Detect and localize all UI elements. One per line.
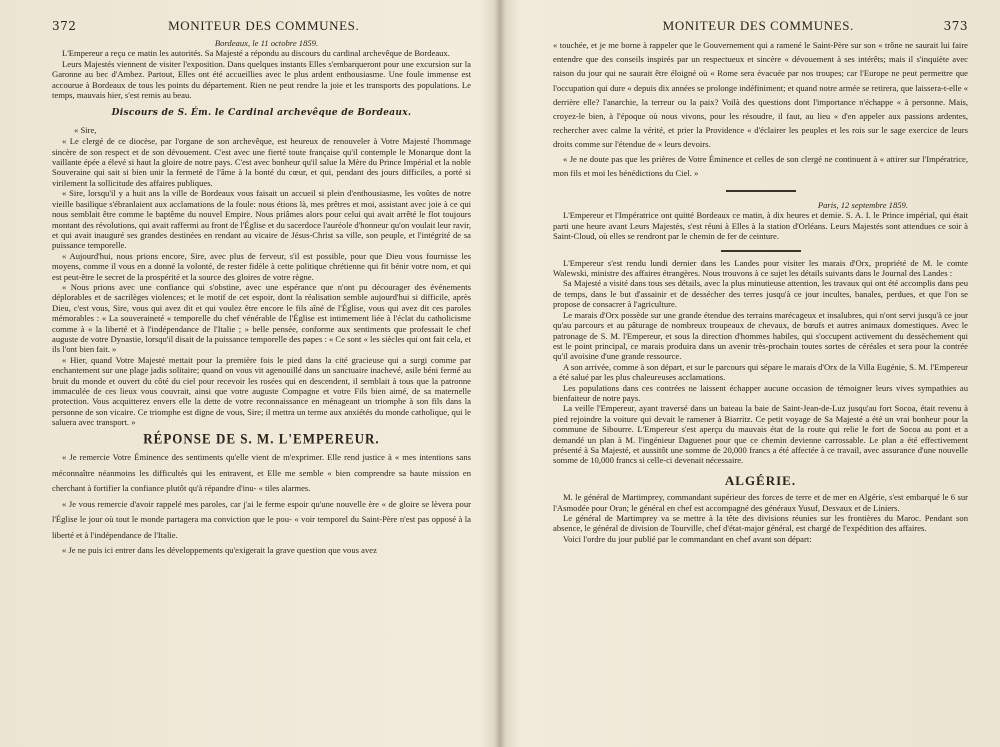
section-heading: RÉPONSE DE S. M. L'EMPEREUR. <box>143 429 380 447</box>
paragraph: M. le général de Martimprey, commandant supérieur des forces de terre et de mer en Algérie, s'est embarqué le 6 sur l'Asmodée pour Oran; le général en chef est accompagné des généraux Yusuf, Desvaux et de Liniers. <box>553 492 968 513</box>
paragraph: « Je ne puis ici entrer dans les développements qu'exigerait la grave question que vous avez <box>62 545 377 556</box>
divider-rule <box>726 190 796 192</box>
paragraph: « Je ne doute pas que les prières de Votre Éminence et celles de son clergé ne continuent à « attirer sur l'Impératrice, mon fils et moi les bénédictions du Ciel. » <box>553 153 968 178</box>
dateline: Paris, 12 septembre 1859. <box>817 200 908 211</box>
paragraph: « touchée, et je me borne à rappeler que le Gouvernement qui a ramené le Saint-Père sur son « trône ne saurait lui faire entendre que des conseils inspirés par un respectueux et sincère « dévouement à ses intérêts; mais il s'inquiète avec raison du jour qui ne saurait être éloigné où « Rome sera évacuée par nos troupes; car l'Europe ne peut permettre que l'occupation qui dure « depuis dix années se prolonge indéfiniment; et quand notre armée se retirera, que laissera-t-elle « derrière elle? l'anarchie, la terreur ou la paix? Voilà des questions dont l'importance n'échappe « à personne. Mais, croyez-le bien, à l'époque où nous vivons, pour les résoudre, il faut, au lieu « d'en appeler aux passions ardentes, rechercher avec calme la vérité, et prier la Providence « d'éclairer les peuples et les rois sur le sage exercice de leurs droits comme sur l'étendue de « leurs devoirs. <box>553 40 968 150</box>
right-running-head <box>553 18 968 34</box>
paragraph: A son arrivée, comme à son départ, et sur le parcours qui sépare le marais d'Orx de la Villa Eugénie, S. M. l'Empereur a été salué par les plus chaleureuses acclamations. <box>553 361 969 383</box>
section-heading: ALGÉRIE. <box>724 472 797 488</box>
paragraph: Les populations dans ces contrées ne laissent échapper aucune occasion de témoigner leurs vives sympathies au bienfaiteur de notre pays. <box>553 382 968 403</box>
right-column <box>553 38 968 544</box>
paragraph: Le marais d'Orx possède sur une grande étendue des terrains marécageux et insalubres, qui n'ont servi jusqu'à ce jour qu'au parcours et au pâturage de nombreux troupeaux de chevaux, de bœufs et autres animaux domestiques. Avec le patronage de S. M. l'Empereur, et sous la direction d'hommes habiles, qui s'occupent activement du dessèchement qui est le point principal, ce marais produira dans un avenir très-prochain toutes sortes de céréales et sera pour la contrée qu'il avoisine d'une grande ressource. <box>553 309 968 362</box>
paragraph: « Aujourd'hui, nous prions encore, Sire, avec plus de ferveur, s'il est possible, pour que Dieu vous fournisse les moyens, comme il vous en a donné la volonté, de rester fidèle à cette politique chrétienne qui fit bénir votre nom, et qui est peut-être le secret de la prospérité et la source des gloires de votre règne. <box>52 250 471 282</box>
salutation: « Sire, <box>74 124 97 135</box>
paragraph: « Le clergé de ce diocèse, par l'organe de son archevêque, est heureux de renouveler à Votre Majesté l'hommage sincère de son respect et de son dévouement. C'est avec une fierté toute française qu'il contemple le Monarque dont la vaillante épée a élevé si haut la gloire de notre pays. C'est avec bonheur qu'il salue la Mère du Prince Impérial et la noble Souveraine qui sait si bien unir la fermeté de l'âme à la bonté du cœur, et qui, pendant des jours difficiles, a porté si virilement la sollicitude des affaires publiques. <box>52 136 471 188</box>
paragraph: Leurs Majestés viennent de visiter l'exposition. Dans quelques instants Elles s'embarqueront pour une excursion sur la Garonne au bec d'Ambez. Partout, Elles ont été accueillies avec le plus ardent enthousiasme. Une foule immense est accourue à Bordeaux de tous les points du département. Rien ne peut rendre la joie et les transports des populations. Le temps, mauvais hier, s'est remis au beau. <box>52 58 471 101</box>
paragraph: « Je vous remercie d'avoir rappelé mes paroles, car j'ai le ferme espoir qu'une nouvelle ère « de gloire se lèvera pour l'Église le jour où tout le monde partagera ma conviction que le pou- « voir temporel du Saint-Père n'est pas opposé à la liberté et à l'indépendance de l'Italie. <box>52 498 471 540</box>
page-number: 372 <box>52 19 77 33</box>
paragraph: « Hier, quand Votre Majesté mettait pour la première fois le pied dans la cité gracieuse qui a surgi comme par enchantement sur une plage jadis solitaire; quand on vous vit agenouillé dans un sanctuaire inachevé, asile béni fermé au bruit du monde et ouvert du côté du ciel pour recevoir les rosées qui en descendent, il semblait à tous que la patronne immaculée de ces lieux vous couvrait, ainsi que votre auguste Compagne et votre Fils bien aimé, de sa maternelle protection. Vous acquitterez envers elle la dette de votre reconnaissance en ménageant un triomphe à son fils dans la personne de son vicaire. Ce triomphe est digne de vous, Sire; il mettra un terme aux anxiétés du monde catholique, qui le saluera avec transport. » <box>52 354 471 428</box>
divider-rule <box>721 250 801 252</box>
running-title: MONITEUR DES COMMUNES. <box>168 18 360 33</box>
right-page <box>503 0 1000 747</box>
paragraph: « Je remercie Votre Éminence des sentiments qu'elle vient de m'exprimer. Elle rend justice à « mes intentions sans méconnaître néanmoins les difficultés qui les entravent, et Elle me semble « bien comprendre sa haute mission en cherchant à fortifier la confiance plutôt qu'à répandre d'inu- « tiles alarmes. <box>52 452 471 494</box>
paragraph: Voici l'ordre du jour publié par le commandant en chef avant son départ: <box>563 533 812 544</box>
page-number: 373 <box>943 19 968 33</box>
running-title: MONITEUR DES COMMUNES. <box>662 18 854 33</box>
paragraph: Sa Majesté a visité dans tous ses détails, avec la plus minutieuse attention, les travaux qui ont été accomplis dans peu de temps, dans le but d'assainir et de dessécher des terres jusqu'à ce jour incultes, banales, perdues, et que l'on se propose de consacrer à l'agriculture. <box>553 278 968 310</box>
left-page <box>0 0 497 747</box>
dateline: Bordeaux, le 11 octobre 1859. <box>214 38 319 48</box>
left-column <box>52 38 471 559</box>
section-heading: Discours de S. Ém. le Cardinal archevêque de Bordeaux. <box>111 108 412 119</box>
paragraph: Le général de Martimprey va se mettre à la tête des divisions réunies sur les frontières du Maroc. Pendant son absence, le général de division de Tourville, chef d'état-major général, est chargé de l'expédition des affaires. <box>553 513 968 534</box>
paragraph: L'Empereur a reçu ce matin les autorités. Sa Majesté a répondu au discours du cardinal archevêque de Bordeaux. <box>62 48 450 59</box>
paragraph: La veille l'Empereur, ayant traversé dans un bateau la baie de Saint-Jean-de-Luz jusqu'au fort Socoa, était revenu à pied rejoindre la voiture qui devait le ramener à Biarritz. Ce petit voyage de Sa Majesté a été un vrai bonheur pour la commune de Sibourre. L'Empereur s'est aperçu du mauvais état de la route qui relie le fort de Socoa au pont et a demandé un plan à M. l'ingénieur Daguenet pour que ce chemin devienne carrossable. Le plan a été effectivement présenté à Sa Majesté, et aussitôt une somme de 20,000 francs a été affectée à ce travail, avec assurance d'une nouvelle somme de 10,000 francs si celle-ci devenait nécessaire. <box>553 403 968 466</box>
left-running-head <box>52 18 471 34</box>
paragraph: L'Empereur s'est rendu lundi dernier dans les Landes pour visiter les marais d'Orx, propriété de M. le comte Walewski, ministre des affaires étrangères. Nous trouvons à ce sujet les détails suivants dans le Journal des Landes : <box>553 257 968 279</box>
paragraph: « Sire, lorsqu'il y a huit ans la ville de Bordeaux vous faisait un accueil si plein d'enthousiasme, les voûtes de notre vieille basilique s'ébranlaient aux acclamations de la foule: nous étions là, mes prêtres et moi, assistant avec joie à ce qui nous semblait être comme le baptême du nouvel Empire. Nous priâmes alors pour celui qui avait arrêté le flot toujours montant des révolutions, qui avait raffermi au front de l'Église et du sacerdoce l'auréole d'honneur qu'on voulait leur ravir, et qui avait inauguré ses grandes destinées en rendant au vicaire de Jésus-Christ sa ville, son peuple, et l'intégrité de sa puissance temporelle. <box>52 188 472 251</box>
paragraph: L'Empereur et l'Impératrice ont quitté Bordeaux ce matin, à dix heures et demie. S. A. I. le Prince impérial, qui était parti une heure avant Leurs Majestés, s'est réuni à Elles à la station d'Orléans. Leurs Majestés sont attendues ce soir à Saint-Cloud, où elles se rendront par le chemin de fer de ceinture. <box>553 210 968 242</box>
paragraph: « Nous prions avec une confiance qui s'obstine, avec une espérance que n'ont pu décourager des événements déplorables et de sacrilèges violences; et le motif de cet espoir, dont la réalisation semble aujourd'hui si difficile, après Dieu, c'est vous, Sire, vous qui avez dit et qui voulez être encore le fils aîné de l'Église, vous qui avez dit ces paroles mémorables : « La souveraineté « temporelle du chef vénérable de l'Église est intimement liée à l'éclat du catholicisme comme à « la liberté et à l'indépendance de l'Italie ; » belle pensée, conforme aux sentiments que professait le chef auguste de votre Dynastie, lorsqu'il disait de la puissance temporelle des papes : « Ce sont « les siècles qui ont fait cela, et ils l'ont bien fait. » <box>52 281 471 355</box>
